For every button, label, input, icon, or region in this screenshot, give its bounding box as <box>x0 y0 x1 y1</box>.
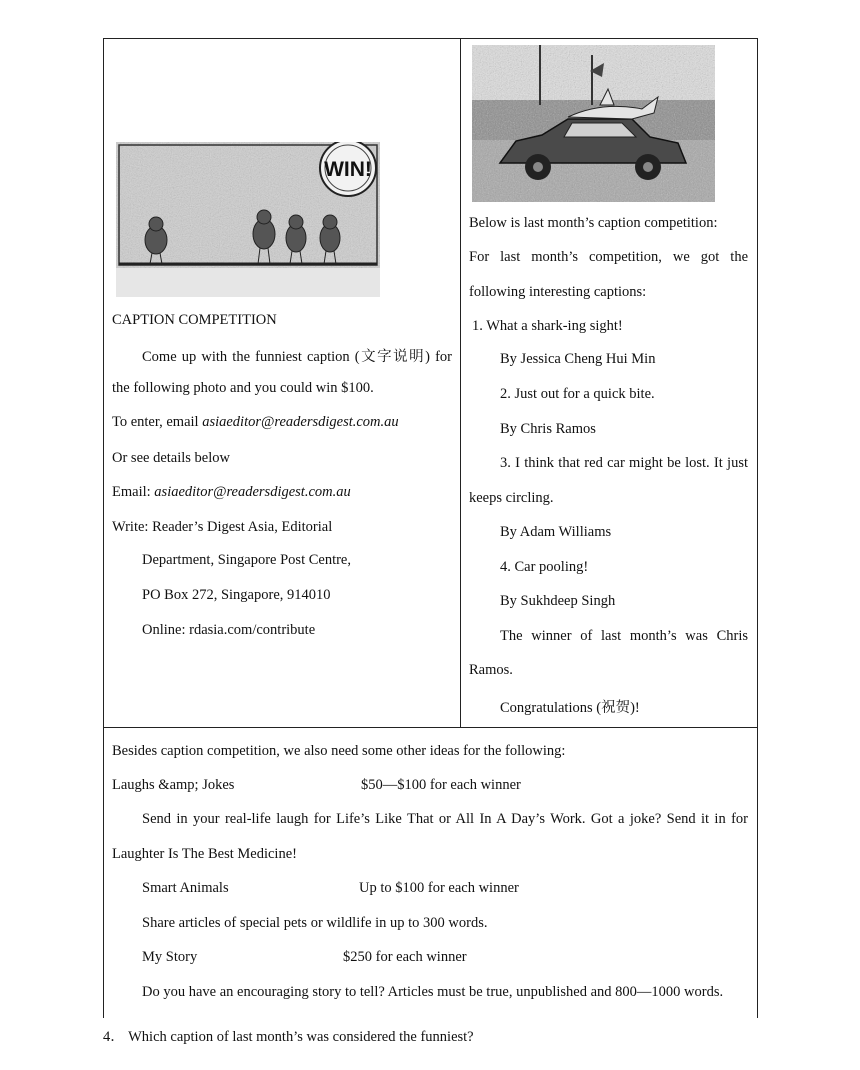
online-line[interactable]: Online: rdasia.com/contribute <box>142 622 316 638</box>
winner-line-2: Ramos. <box>469 662 513 678</box>
story-prize: $250 for each winner <box>343 949 467 965</box>
animals-prize: Up to $100 for each winner <box>359 880 519 896</box>
story-label: My Story <box>142 949 198 965</box>
enter-line <box>112 414 399 431</box>
winner-line-1: The winner of last month’s was Chris <box>500 628 748 644</box>
details-line: Or see details below <box>112 450 230 466</box>
animals-label: Smart Animals <box>142 880 229 896</box>
column-divider <box>460 38 461 728</box>
birds-photo <box>116 142 380 297</box>
caption-3-author: By Adam Williams <box>500 524 612 540</box>
question-4: 4． Which caption of last month’s was considered the funniest? <box>103 1029 474 1045</box>
caption-3-line-1: 3. I think that red car might be lost. It just <box>500 455 748 471</box>
caption-2-author: By Chris Ramos <box>500 421 596 437</box>
story-desc: Do you have an encouraging story to tell? Articles must be true, unpublished and 800—1000 words. <box>142 984 724 1000</box>
laughs-desc-line-2: Laughter Is The Best Medicine! <box>112 846 297 862</box>
caption-3-line-2: keeps circling. <box>469 490 554 506</box>
write-line-3: PO Box 272, Singapore, 914010 <box>142 587 331 603</box>
enter-prefix: To enter, email <box>112 414 203 430</box>
car-photo <box>472 45 715 202</box>
write-line-1: Write: Reader’s Digest Asia, Editorial <box>112 519 333 535</box>
caption-4: 4. Car pooling! <box>500 559 589 575</box>
intro-line-2: the following photo and you could win $100. <box>112 380 374 396</box>
other-ideas-intro: Besides caption competition, we also need some other ideas for the following: <box>112 743 566 759</box>
write-line-2: Department, Singapore Post Centre, <box>142 552 351 568</box>
email-link[interactable]: asiaeditor@readersdigest.com.au <box>154 484 351 500</box>
caption-2: 2. Just out for a quick bite. <box>500 386 655 402</box>
caption-1: 1. What a shark-ing sight! <box>472 318 623 334</box>
animals-desc: Share articles of special pets or wildlife in up to 300 words. <box>142 915 488 931</box>
email-prefix: Email: <box>112 484 155 500</box>
last-month-line-2: For last month’s competition, we got the <box>469 249 748 265</box>
laughs-prize: $50—$100 for each winner <box>361 777 521 793</box>
last-month-intro: Below is last month’s caption competition: <box>469 215 718 231</box>
last-month-line-3: following interesting captions: <box>469 284 647 300</box>
email-line <box>112 484 351 501</box>
row-divider <box>103 727 758 728</box>
caption-competition-heading: CAPTION COMPETITION <box>112 312 277 328</box>
win-badge: WIN! <box>324 158 372 181</box>
congratulations-line: Congratulations (祝贺)! <box>500 700 640 716</box>
laughs-label: Laughs &amp; Jokes <box>112 777 235 793</box>
caption-4-author: By Sukhdeep Singh <box>500 593 616 609</box>
caption-1-author: By Jessica Cheng Hui Min <box>500 351 656 367</box>
intro-line-1: Come up with the funniest caption (文字说明) for <box>142 349 452 365</box>
laughs-desc-line-1: Send in your real-life laugh for Life’s Like That or All In A Day’s Work. Got a joke? Send it in for <box>142 811 748 827</box>
enter-email-link[interactable]: asiaeditor@readersdigest.com.au <box>202 414 399 430</box>
